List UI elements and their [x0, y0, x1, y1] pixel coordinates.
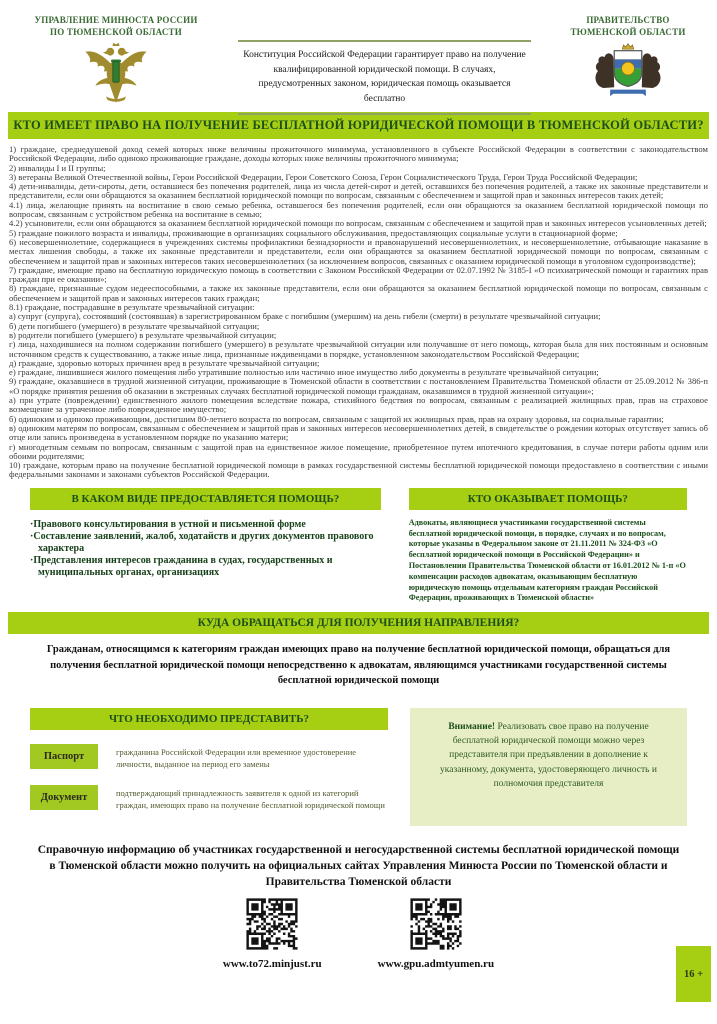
list-item: 5) граждане пожилого возраста и инвалиды, проживающие в организациях социального обслуживания, предоставляющих социальные услуги в стационарной форме;: [9, 227, 618, 238]
middle-columns: [30, 488, 687, 605]
government-org-name-line1: ПРАВИТЕЛЬСТВО: [586, 15, 670, 25]
list-item: б) одиноким и одиноко проживающим, достигшим 80-летнего возраста по вопросам, связанным с защитой их жилищных прав, прав на охрану здоровья, на социальные гарантии;: [9, 413, 664, 424]
list-item: а) супруг (супруга), состоявший (состоявшая) в зарегистрированном браке с погибшим (умершим) на день гибели (смерти) в результате чрезвычайной ситуации;: [9, 311, 601, 322]
government-qr-code-icon: [408, 896, 464, 952]
attention-title: Внимание!: [448, 721, 496, 732]
list-item: 6) несовершеннолетние, содержащиеся в учреждениях системы профилактики безнадзорности и правонарушений несовершеннолетних, и несовершеннолетние, отбывающие наказание в местах лишения свободы, а также их законные представители и представители, если они обращаются за оказанием бесплатной юридической помощи по вопросам, связанным с обеспечением и защитой прав и законных интересов таких несовершеннолетних (за исключением вопросов, связанных с оказанием юридической помощи в уголовном судопроизводстве);: [9, 236, 708, 266]
poster-header: [0, 10, 717, 108]
list-item: 4) дети-инвалиды, дети-сироты, дети, оставшиеся без попечения родителей, лица из числа детей-сирот и детей, оставшихся без попечения родителей, а также их законные представители и представители, если они обращаются за оказанием бесплатной юридической помощи по вопросам, связанным с обеспечением и защитой прав и законных интересов таких детей;: [9, 181, 708, 201]
minjust-org-block: [12, 14, 220, 110]
minjust-org-name-line1: УПРАВЛЕНИЕ МИНЮСТА РОССИИ: [34, 15, 198, 25]
constitution-block: [220, 40, 549, 115]
government-site-url[interactable]: www.gpu.admtyumen.ru: [377, 958, 495, 971]
list-item: 4.1) лица, желающие принять на воспитание в свою семью ребенка, оставшегося без попечения родителей, если они обращаются за оказанием бесплатной юридической помощи по вопросам, связанным с устройством ребенка на воспитание в семью;: [9, 199, 708, 220]
attention-text: Реализовать свое право на получение бесплатной юридической помощи можно через представителя при предъявлении в дополнение к указанному, документа, удостоверяющего личность и полномочия представителя: [440, 721, 657, 789]
list-item: 8) граждане, признанные судом недееспособными, а также их законные представители, если они обращаются за оказанием бесплатной юридической помощи по вопросам, связанным с обеспечением и защитой прав и законных интересов таких граждан;: [9, 283, 708, 303]
qr-row: [0, 896, 717, 970]
eligibility-list: [9, 145, 708, 480]
passport-label: Паспорт: [30, 744, 98, 769]
attention-paragraph: [426, 720, 671, 791]
government-org-block: [549, 14, 707, 106]
list-item: 3) ветераны Великой Отечественной войны, Герои Российской Федерации, Герои Советского Союза, Герои Социалистического Труда, Герои Труда Российской Федерации;: [9, 171, 638, 182]
list-item: · Составление заявлений, жалоб, ходатайств и других документов правового характера: [30, 531, 381, 555]
documents-section: [30, 708, 388, 826]
age-restriction-badge: 16 +: [676, 946, 711, 1002]
list-item: г) лица, находившиеся на полном содержании погибшего (умершего) в результате чрезвычайной ситуации или получавшие от него помощь, которая была для них постоянным и основным источником средств к существованию, а также иные лица, признанные иждивенцами в порядке, установленном законодательством Российской Федерации;: [9, 339, 708, 359]
list-item: а) при утрате (повреждении) единственного жилого помещения вследствие пожара, стихийного бедствия по вопросам, связанным с реализацией жилищных прав, прав на страховое возмещение за утраченное либо поврежденное имущество;: [9, 395, 708, 415]
documents-and-attention-section: [30, 708, 687, 826]
list-item: г) многодетным семьям по вопросам, связанным с защитой прав на единственное жилое помещение, приобретенное путем ипотечного кредитования, в случае потери работы одним или обоими родителями;: [9, 441, 708, 461]
government-org-name-line2: ТЮМЕНСКОЙ ОБЛАСТИ: [570, 27, 686, 38]
minjust-org-name: [34, 14, 197, 38]
list-item: 8.1) граждане, пострадавшие в результате чрезвычайной ситуации:: [9, 302, 255, 313]
government-org-name: [570, 14, 685, 38]
list-item: в) родители погибшего (умершего) в результате чрезвычайной ситуации;: [9, 329, 277, 340]
attention-box: [410, 708, 687, 826]
minjust-org-name-line2: ПО ТЮМЕНСКОЙ ОБЛАСТИ: [50, 27, 182, 38]
minjust-qr-code-icon: [244, 896, 300, 952]
list-item: б) дети погибшего (умершего) в результате чрезвычайной ситуации;: [9, 320, 260, 331]
banner-who-provides: КТО ОКАЗЫВАЕТ ПОМОЩЬ?: [409, 488, 687, 510]
banner-who-has-right: КТО ИМЕЕТ ПРАВО НА ПОЛУЧЕНИЕ БЕСПЛАТНОЙ ЮРИДИЧЕСКОЙ ПОМОЩИ В ТЮМЕНСКОЙ ОБЛАСТИ?: [8, 112, 709, 139]
help-form-list: [30, 519, 381, 580]
minjust-site-url[interactable]: www.to72.minjust.ru: [222, 958, 322, 971]
help-form-section: [30, 488, 381, 605]
list-item: 9) граждане, оказавшиеся в трудной жизненной ситуации, проживающие в Тюменской области в соответствии с постановлением Правительства Тюменской области от 25.09.2012 № 386-п «О порядке принятия решения об оказании в экстренных случаях бесплатной юридической помощи гражданам, оказавшимся в трудной жизненной ситуации»;: [9, 376, 708, 396]
list-item: · Правового консультирования в устной и письменной форме: [30, 519, 381, 531]
government-qr-block: [378, 896, 494, 970]
list-item: в) одиноким матерям по вопросам, связанным с обеспечением и защитой прав и законных интересов несовершеннолетних детей, в свидетельстве о рождении которых отсутствует запись об отце или запись произведена в установленном порядке по указанию матери;: [9, 422, 708, 443]
list-item: е) граждане, лишившиеся жилого помещения либо утратившие полностью или частично иное имущество либо документы в результате чрезвычайной ситуации;: [9, 367, 599, 378]
who-provides-section: [409, 488, 687, 605]
document-description: подтверждающий принадлежность заявителя к одной из категорий граждан, имеющих право на получение бесплатной юридической помощи: [116, 787, 385, 810]
banner-what-form: В КАКОМ ВИДЕ ПРЕДОСТАВЛЯЕТСЯ ПОМОЩЬ?: [30, 488, 381, 510]
banner-what-to-present: ЧТО НЕОБХОДИМО ПРЕДСТАВИТЬ?: [30, 708, 388, 730]
list-item: 10) граждане, которым право на получение бесплатной юридической помощи в рамках государственной системы бесплатной юридической помощи предоставлено в соответствии с иными федеральными законами и законами субъектов Российской Федерации.: [9, 460, 708, 480]
passport-row: [30, 744, 388, 771]
where-to-apply-text: Гражданам, относящимся к категориям граждан имеющих право на получение бесплатной юридической помощи, обращаться для получения бесплатной юридической помощи непосредственно к адвокатам, являющимся участниками государственной системы бесплатной юридической помощи: [46, 644, 671, 686]
list-item: д) граждане, здоровью которых причинен вред в результате чрезвычайной ситуации;: [9, 357, 320, 368]
list-item: 2) инвалиды I и II группы;: [9, 162, 106, 173]
who-provides-text: Адвокаты, являющиеся участниками государственной системы бесплатной юридической помощи, в порядке, случаях и по вопросам, которые указаны в Федеральном законе от 21.11.2011 № 324-ФЗ «О бесплатной юридической помощи в Российской Федерации» и Постановлении Правительства Тюменской области от 16.01.2012 № 1-п «О компенсации расходов адвокатам, оказывающим бесплатную юридическую помощь отдельным категориям граждан Российской Федерации, проживающих в Тюменской области»: [408, 517, 686, 603]
list-item: · Представления интересов гражданина в судах, государственных и муниципальных органах, организациях: [30, 555, 381, 579]
top-divider-line: [238, 40, 531, 42]
passport-description: гражданина Российской Федерации или временное удостоверение личности, выданное на период его замены: [116, 746, 357, 769]
tyumen-coat-of-arms-icon: [586, 41, 670, 106]
banner-where-to-apply: КУДА ОБРАЩАТЬСЯ ДЛЯ ПОЛУЧЕНИЯ НАПРАВЛЕНИЯ?: [8, 612, 709, 634]
list-item: 7) граждане, имеющие право на бесплатную юридическую помощь в соответствии с Законом Российской Федерации от 02.07.1992 № 3185-I «О психиатрической помощи и гарантиях прав граждан при ее оказании»;: [9, 264, 708, 285]
minjust-qr-block: [223, 896, 322, 970]
constitution-text: Конституция Российской Федерации гарантирует право на получение квалифицированной юридической помощи. В случаях, предусмотренных законом, юридическая помощь оказывается бесплатно: [243, 50, 526, 105]
document-row: [30, 785, 388, 812]
list-item: 4.2) усыновители, если они обращаются за оказанием бесплатной юридической помощи по вопросам, связанным с обеспечением и защитой прав и законных интересов усыновленных детей;: [9, 218, 707, 229]
footer-info-text: Справочную информацию об участниках государственной и негосударственной системы бесплатной юридической помощи в Тюменской области можно получить на официальных сайтах Управления Минюста России по Тюменской области и Правительства Тюменской области: [37, 843, 680, 889]
minjust-eagle-emblem-icon: [80, 41, 152, 110]
document-label: Документ: [30, 785, 98, 810]
list-item: 1) граждане, среднедушевой доход семей которых ниже величины прожиточного минимума, установленного в субъекте Российской Федерации в соответствии с законодательством Российской Федерации, либо одиноко проживающие граждане, доходы которых ниже величины прожиточного минимума;: [9, 144, 708, 164]
bottom-divider-line: [238, 113, 531, 115]
